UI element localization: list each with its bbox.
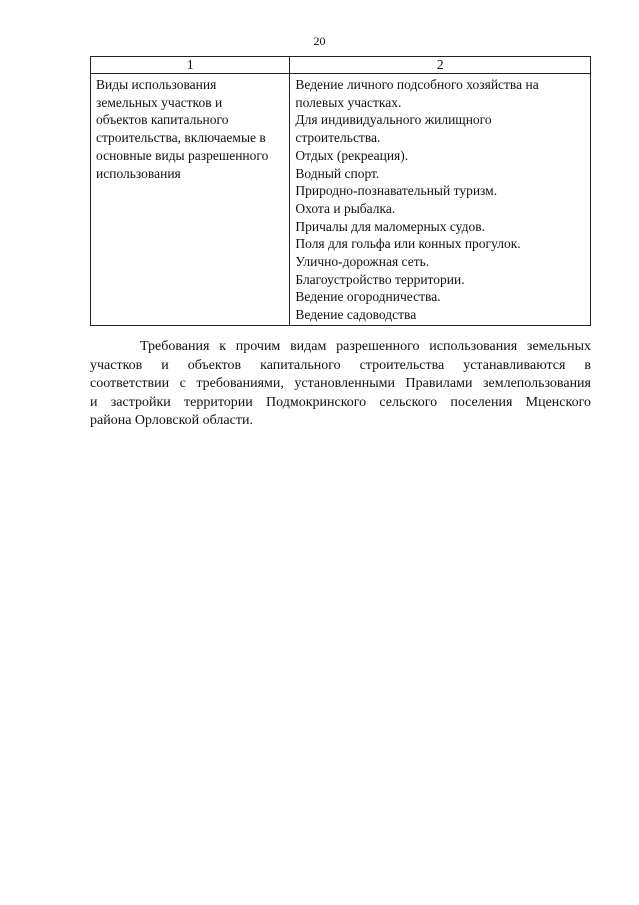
row-label-cell: [91, 74, 290, 326]
row-label-line: Виды использования: [96, 77, 217, 92]
table-row: [91, 74, 591, 326]
page-number: 20: [313, 34, 326, 48]
permitted-use-line: Ведение садоводства: [295, 307, 417, 323]
permitted-use-line: Благоустройство территории.: [295, 271, 465, 287]
row-label-line: объектов капитального: [96, 112, 229, 128]
row-label-line: основные виды разрешенного: [96, 147, 269, 163]
paragraph-line: участков и объектов капитального строительства устанавливаются в: [90, 357, 591, 373]
permitted-use-line: Улично-дорожная сеть.: [295, 254, 430, 270]
permitted-use-line: Природно-познавательный туризм.: [295, 183, 498, 199]
paragraph-line: района Орловской области.: [90, 413, 253, 429]
paragraph-line: и застройки территории Подмокринского сельского поселения Мценского: [90, 394, 591, 410]
row-label-line: земельных участков и: [96, 94, 223, 110]
permitted-use-line: строительства.: [295, 130, 381, 146]
permitted-use-line: Ведение огородничества.: [295, 289, 441, 305]
column-header-2: 2: [290, 57, 591, 74]
land-use-table: [90, 56, 591, 326]
row-label-line: строительства, включаемые в: [96, 130, 266, 146]
permitted-use-line: полевых участках.: [295, 94, 402, 110]
table-header-row: [91, 57, 591, 74]
permitted-use-line: Причалы для маломерных судов.: [295, 218, 485, 234]
permitted-use-line: Водный спорт.: [295, 165, 380, 181]
permitted-use-line: Охота и рыбалка.: [295, 200, 396, 216]
permitted-uses-cell: [290, 74, 591, 326]
column-header-1: 1: [91, 57, 290, 74]
requirements-paragraph: [90, 338, 591, 431]
permitted-use-line: Для индивидуального жилищного: [295, 112, 492, 128]
permitted-use-line: Отдых (рекреация).: [295, 147, 409, 163]
permitted-use-line: Поля для гольфа или конных прогулок.: [295, 236, 521, 252]
paragraph-line: соответствии с требованиями, установленными Правилами землепользования: [90, 376, 591, 392]
row-label-line: использования: [96, 165, 181, 181]
permitted-use-line: Ведение личного подсобного хозяйства на: [295, 77, 539, 92]
paragraph-line: Требования к прочим видам разрешенного использования земельных: [140, 339, 591, 354]
